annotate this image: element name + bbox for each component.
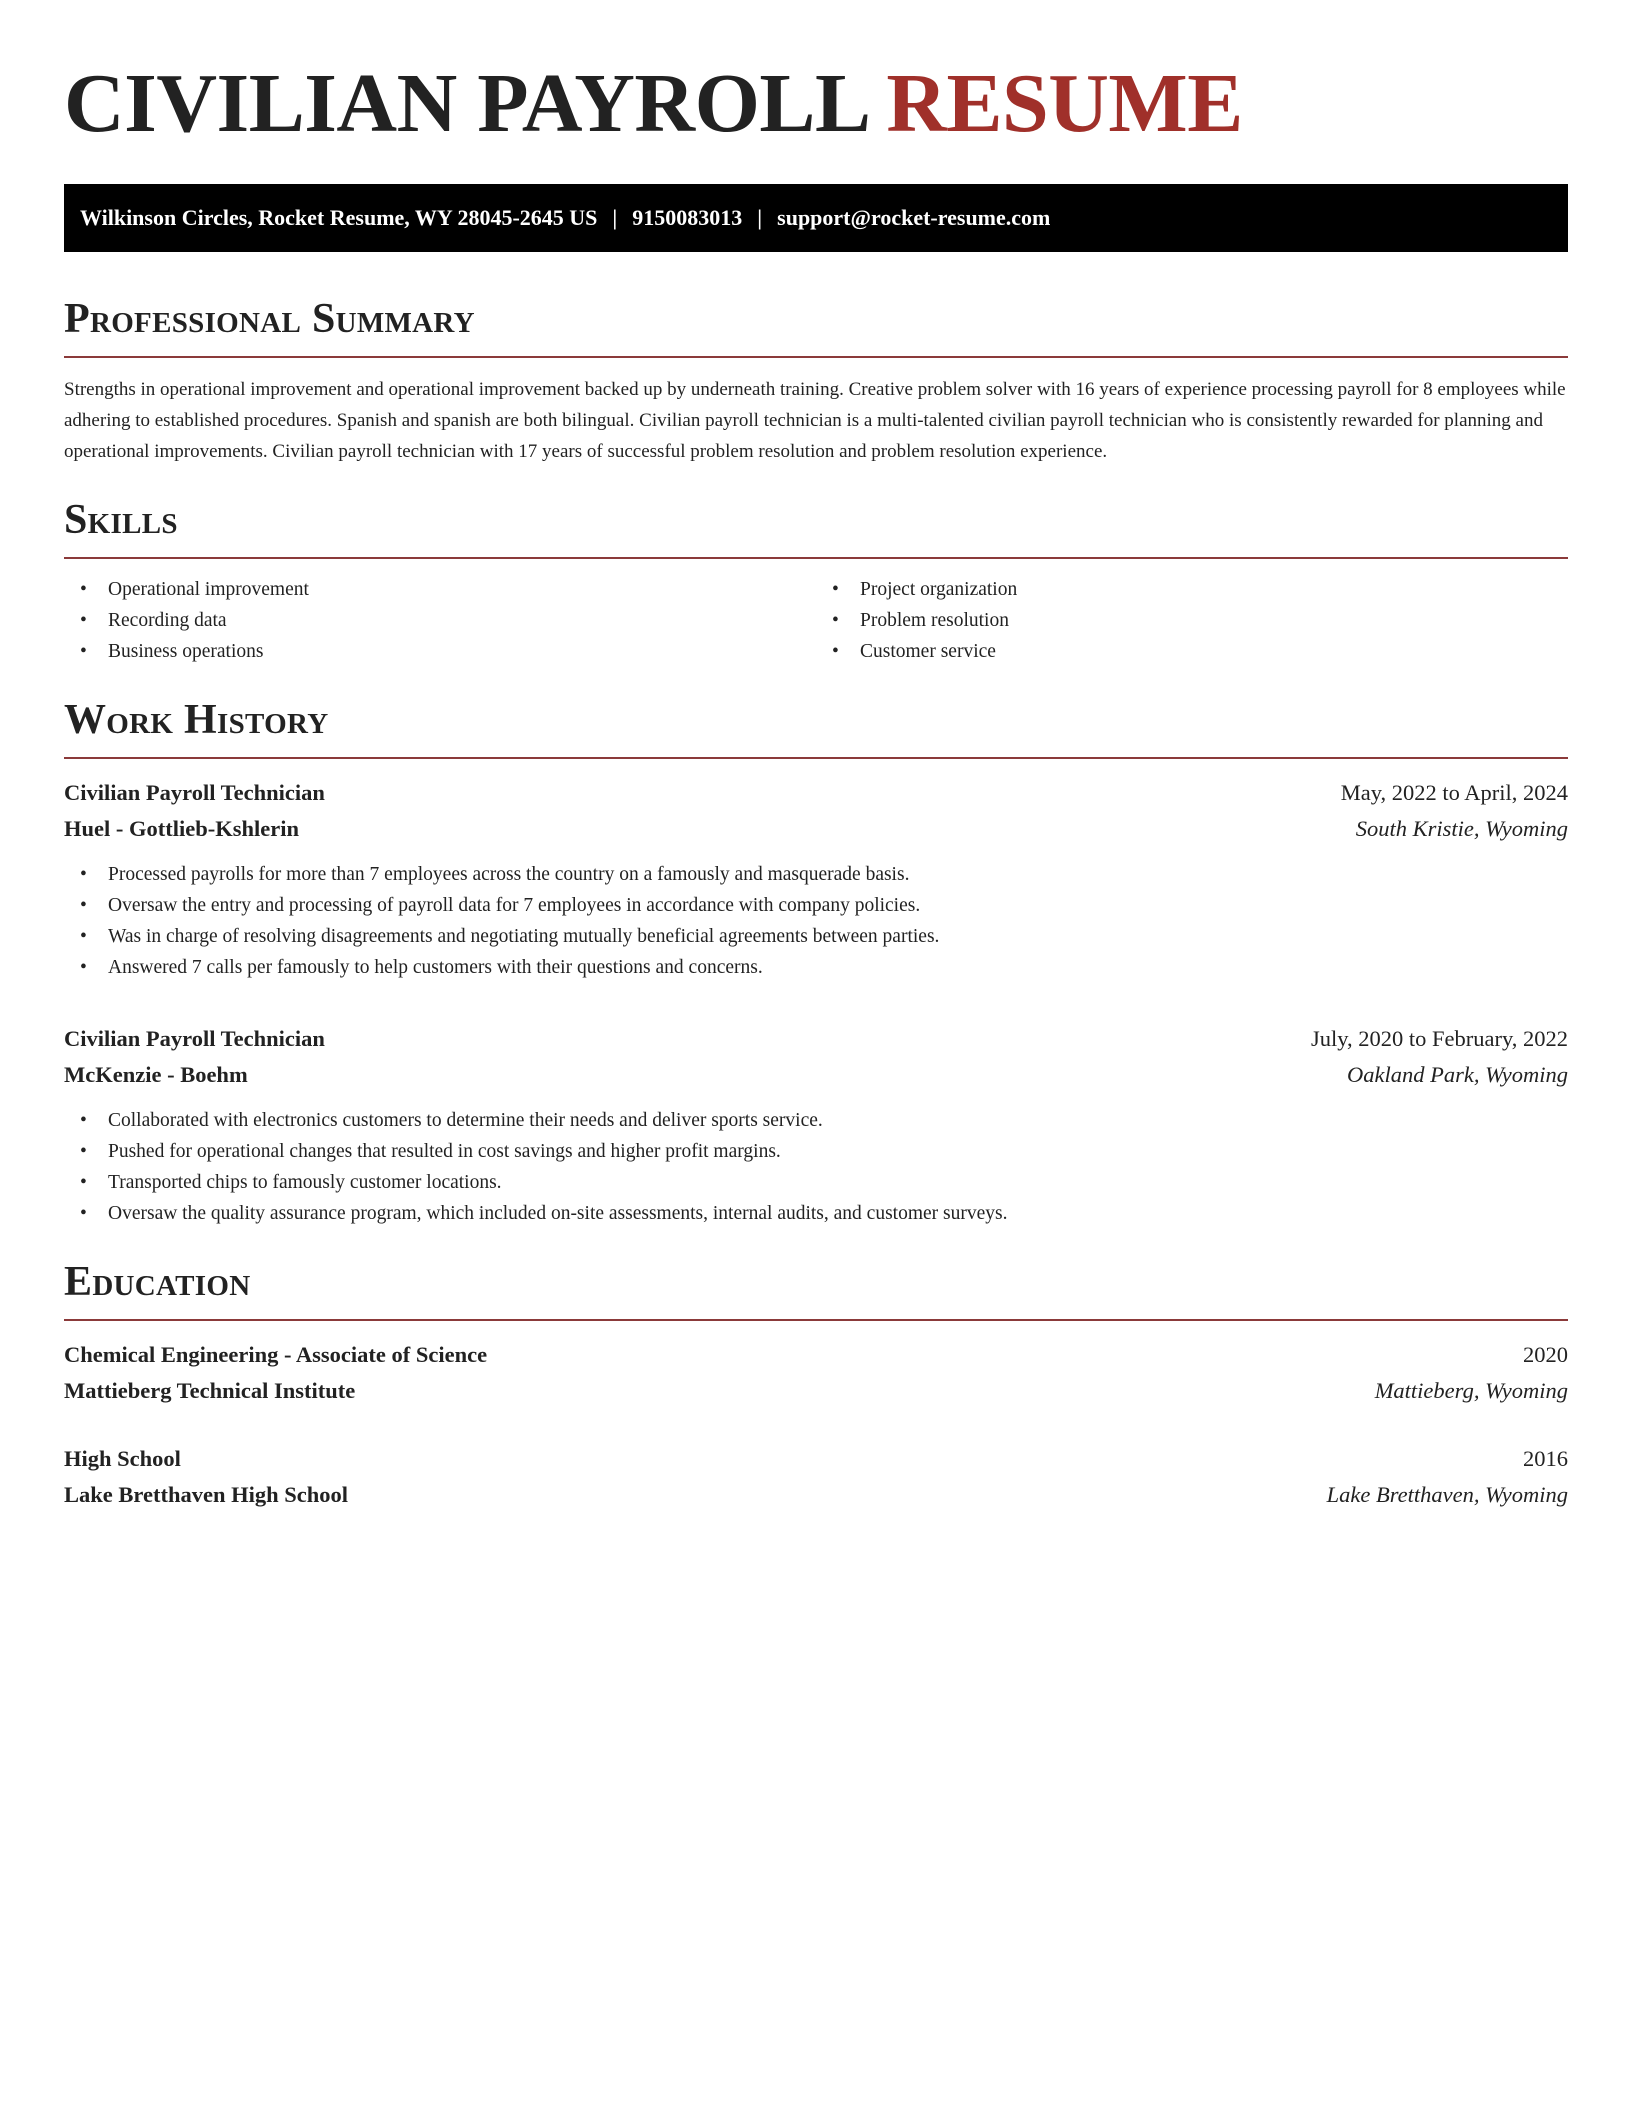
job-company-row [64, 1057, 1568, 1093]
job-company-row [64, 811, 1568, 847]
education-school: Mattieberg Technical Institute [64, 1378, 356, 1403]
education-year: 2020 [1523, 1342, 1568, 1367]
skills-heading: Skills [64, 497, 178, 543]
contact-bar [64, 184, 1568, 252]
summary-heading: Professional Summary [64, 296, 475, 342]
job-entry [64, 1021, 1568, 1229]
education-entry [64, 1441, 1568, 1513]
education-location: Lake Bretthaven, Wyoming [1326, 1482, 1568, 1507]
job-bullet: • Collaborated with electronics customers to determine their needs and deliver sports service. [64, 1105, 1568, 1136]
job-bullet: • Oversaw the entry and processing of payroll data for 7 employees in accordance with company policies. [64, 890, 1568, 921]
job-dates: May, 2022 to April, 2024 [1340, 780, 1568, 805]
skills-column-right [816, 574, 1568, 667]
contact-email: support@rocket-resume.com [777, 205, 1051, 230]
job-bullet: • Oversaw the quality assurance program, which included on-site assessments, internal audits, and customer surveys. [64, 1198, 1568, 1229]
work-history-section [64, 699, 1568, 1229]
contact-address: Wilkinson Circles, Rocket Resume, WY 28045-2645 US [80, 205, 598, 230]
title-main: CIVILIAN PAYROLL [64, 57, 866, 150]
section-divider [64, 1319, 1568, 1321]
resume-title [64, 57, 1568, 150]
job-bullet: • Was in charge of resolving disagreements and negotiating mutually beneficial agreements between parties. [64, 921, 1568, 952]
section-divider [64, 557, 1568, 559]
section-divider [64, 356, 1568, 358]
education-header-row [64, 1337, 1568, 1373]
job-entry [64, 775, 1568, 983]
contact-separator: | [612, 205, 618, 230]
job-bullet: • Processed payrolls for more than 7 employees across the country on a famously and masquerade basis. [64, 859, 1568, 890]
education-entry [64, 1337, 1568, 1409]
education-school-row [64, 1373, 1568, 1409]
contact-separator: | [757, 205, 763, 230]
job-company: McKenzie - Boehm [64, 1062, 248, 1087]
job-location: Oakland Park, Wyoming [1346, 1062, 1568, 1087]
job-bullet: • Pushed for operational changes that resulted in cost savings and higher profit margins. [64, 1136, 1568, 1167]
education-location: Mattieberg, Wyoming [1374, 1378, 1568, 1403]
education-section [64, 1261, 1568, 1513]
job-dates: July, 2020 to February, 2022 [1310, 1026, 1568, 1051]
skills-columns [64, 574, 1568, 667]
skills-section [64, 499, 1568, 667]
skill-item: • Project organization [816, 574, 1568, 605]
job-header-row [64, 1021, 1568, 1057]
job-title: Civilian Payroll Technician [64, 1026, 325, 1051]
job-bullet: • Answered 7 calls per famously to help customers with their questions and concerns. [64, 952, 1568, 983]
skill-item: • Operational improvement [64, 574, 816, 605]
work-history-heading: Work History [64, 697, 329, 743]
section-divider [64, 757, 1568, 759]
summary-text: Strengths in operational improvement and operational improvement backed up by underneath training. Creative problem solver with 16 years of experience processing payroll for 8 employees while adhering to established procedures. Spanish and spanish are both bilingual. Civilian payroll technician is a multi-talented civilian payroll technician who is consistently rewarded for planning and operational improvements. Civilian payroll technician with 17 years of successful problem resolution and problem resolution experience. [64, 379, 1566, 462]
skill-item: • Business operations [64, 636, 816, 667]
education-degree: High School [64, 1446, 181, 1471]
education-degree: Chemical Engineering - Associate of Science [64, 1342, 488, 1367]
job-bullets [64, 1105, 1568, 1229]
skill-item: • Recording data [64, 605, 816, 636]
job-title: Civilian Payroll Technician [64, 780, 325, 805]
education-school-row [64, 1477, 1568, 1513]
job-bullets [64, 859, 1568, 983]
title-accent: RESUME [886, 57, 1243, 150]
education-school: Lake Bretthaven High School [64, 1482, 348, 1507]
education-heading: Education [64, 1259, 251, 1305]
job-location: South Kristie, Wyoming [1355, 816, 1568, 841]
skills-column-left [64, 574, 816, 667]
skill-item: • Customer service [816, 636, 1568, 667]
job-header-row [64, 775, 1568, 811]
education-header-row [64, 1441, 1568, 1477]
summary-section [64, 298, 1568, 467]
education-year: 2016 [1523, 1446, 1568, 1471]
job-bullet: • Transported chips to famously customer locations. [64, 1167, 1568, 1198]
job-company: Huel - Gottlieb-Kshlerin [64, 816, 299, 841]
contact-phone: 9150083013 [632, 205, 743, 230]
skill-item: • Problem resolution [816, 605, 1568, 636]
